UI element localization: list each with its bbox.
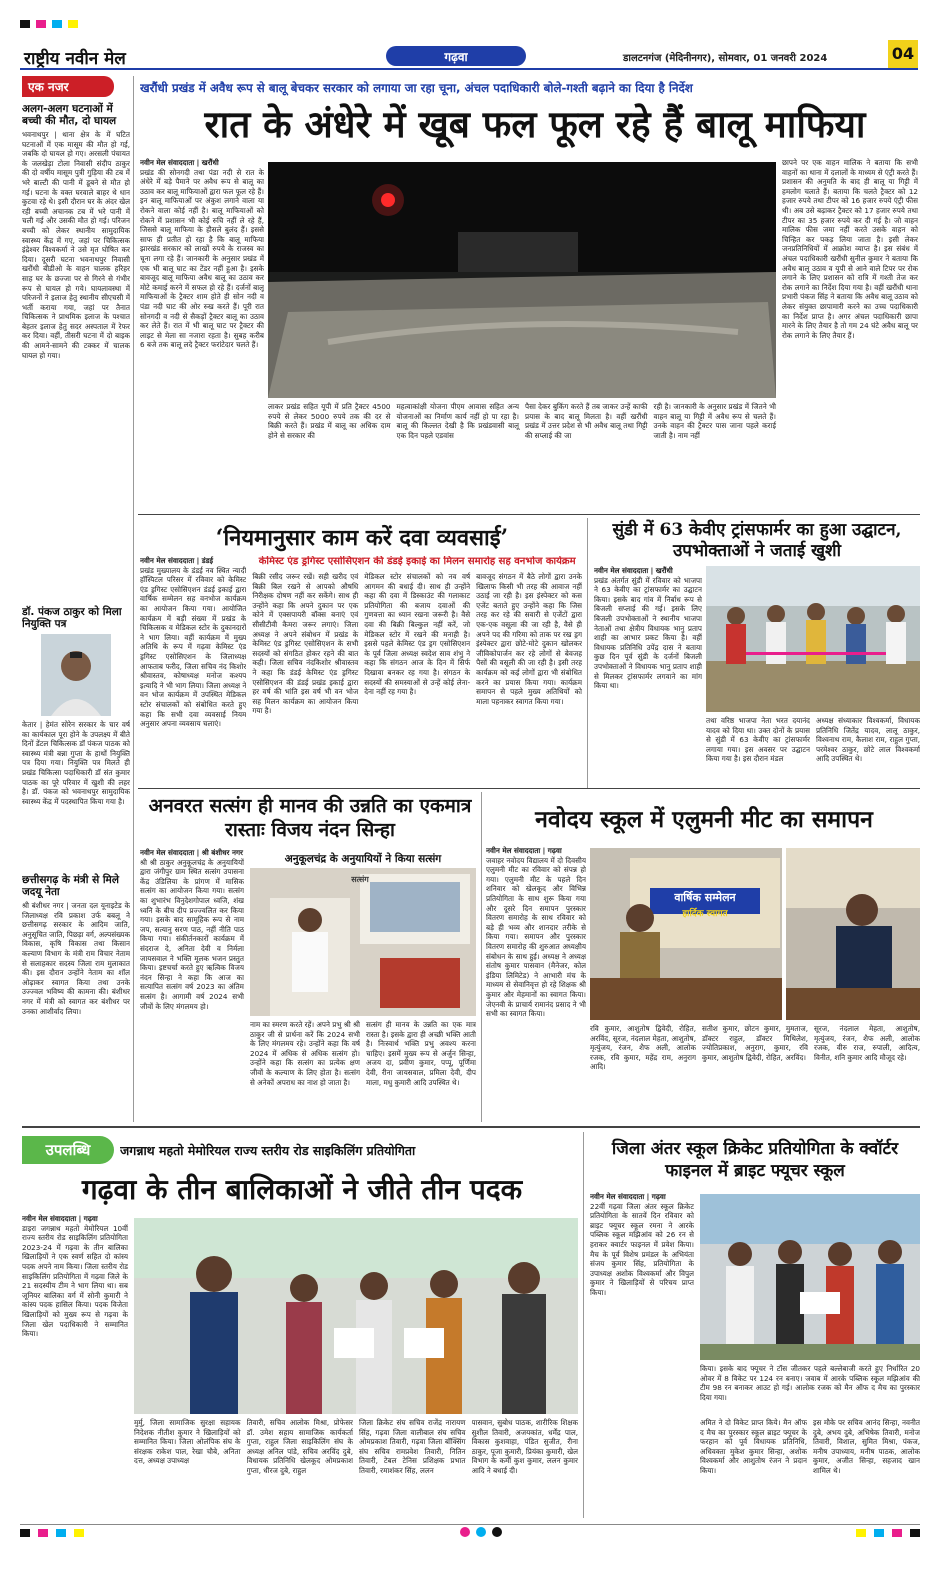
transformer-headline: सुंडी में 63 केवीए ट्रांसफार्मर का हुआ उद्घाटन, उपभोक्ताओं ने जताई खुशी [612,520,902,561]
navodaya-caption3: सूरज, नंदलाल मेहता, आशुतोष, मृत्युंजय, रंजन, शैफ अली, आलोक रजक, वीरु राज, रुपाली, आदित्य, विनीत, शनि कुमार आदि मौजूद रहे। [814,1024,920,1062]
lead-col5: रही है। जानकारी के अनुसार प्रखंड में जितने भी वाहन बालू या गिट्टी में अवैध रूप से चलते हैं। उनके वाहन की ट्रैक्टर पास जाना पहले कराई जाती है। नाम नहीं [653,402,776,440]
masthead-bar [20,44,918,70]
navodaya-col1-wrap [486,846,586,1118]
cricket-col1: 22वीं गढ़वा जिला अंतर स्कूल क्रिकेट प्रतियोगिता के सातवें दिन रविवार को ब्राइट फ्यूचर स्कूल रमना ने आरके पब्लिक स्कूल मझिआंव को 26 रन से हराकर क्वार्टर फाइनल में प्रवेश किया। मैच के पूर्व विशेष प्रमंडल के अभियंता संजय कुमार सिंह, प्रतियोगिता के उपाध्यक्ष अशोक विश्वकर्मा और विपुल कुमार ने खिलाड़ियों से परिचय प्राप्त किया। [590,1201,694,1297]
dawa-byline: नवीन मेल संवाददाता | डंडई [140,556,214,565]
cycling-caption3: जिला क्रिकेट संघ सचिव राजेंद्र नारायण सिंह, गढ़वा जिला वालीबाल संघ सचिव ओमप्रकाश तिवारी, गढ़वा जिला बॉक्सिंग संघ सचिव रामप्रवेश तिवारी, नितिन तिवारी, टेबल टेनिस प्रशिक्षक प्रभात तिवारी, रमाशंकर सिंह, ललन [359,1418,466,1475]
cricket-captions [700,1418,920,1516]
satsang-photo [250,868,476,1016]
cycling-kicker: जगन्नाथ महतो मेमोरियल राज्य स्तरीय रोड साइकिलिंग प्रतियोगिता [120,1143,416,1158]
sidebar-tag: एक नजर [22,76,114,97]
page-number: 04 [888,40,918,68]
cycling-col1-wrap [22,1214,128,1516]
navodaya-captions [590,1024,920,1118]
lead-headline: रात के अंधेरे में खूब फल फूल रहे हैं बालू माफिया [204,102,866,146]
transformer-col1: प्रखंड अंतर्गत सुंडी में रविवार को भाजपा ने 63 केवीए का ट्रांसफार्मर का उद्घाटन किया। इसके बाद गांव में निर्बाध रूप से बिजली सप्लाई की गई। इसके लिए बिजली उपभोक्ताओं ने स्थानीय भाजपा नेताओं तथा क्षेत्रीय विधायक भानु प्रताप शाही का आभार प्रकट किया है। वहीं विधायक प्रतिनिधि उपेंद्र दास ने बताया कुछ दिन पूर्व सुंडी के दर्जनों बिजली उपभोक्ताओं ने विधायक भानु प्रताप शाही से मिलकर ट्रांसफार्मर लगवाने का मांग किया था। [594,575,702,691]
cycling-caption2: तिवारी, सचिव आलोक मिश्रा, प्रोफेसर डॉ. उमेश सहाय सामाजिक कार्यकर्ता गुप्ता, राहुल जिला साइकिलिंग संघ के अध्यक्ष अनिल पांडे, सचिव अरविंद दुबे, विधायक प्रतिनिधि खेलकूद ओमप्रकाश गुप्ता, धीरज दुबे, राहुल [246,1418,353,1475]
cycling-col1: डाइरा जगन्नाथ महतो मेमोरियल 10वीं राज्य स्तरीय रोड साइकिलिंग प्रतियोगिता 2023-24 में गढ़वा के तीन बालिका खिलाड़ियों ने एक स्वर्ण सहित दो कांस्य पदक अपने नाम किया। जिला स्तरीय रोड साइकिलिंग प्रतियोगिता में गढ़वा जिले के 21 सदस्यीय टीम ने भाग लिया था। सब जूनियर बालिका वर्ग में सोनी कुमारी ने कांस्य पदक हासिल किया। पदक विजेता खिलाड़ियों को मुख्य रूप से गढ़वा के जिला खेल पदाधिकारी ने सम्मानित किया। [22,1223,128,1339]
satsang-byline: नवीन मेल संवाददाता | श्री बंशीधर नगर [140,848,243,857]
sidebar-portrait-photo [41,634,111,716]
satsang-divider [481,792,482,1122]
cycling-divider [583,1132,584,1518]
lead-col3: महत्वाकांक्षी योजना पीएम आवास सहित अन्य योजनाओं का निर्माण कार्य नहीं हो पा रहा है। बालू की किल्लत देखी है कि प्रखंडवासी बालू एक दिन पहले एडवांस [396,402,519,440]
satsang-col2: नाम का स्मरण करते रहें। अपने प्रभु श्री श्री ठाकुर जी से प्रार्थना करें कि 2024 सभी के लिए मंगलमय रहे। उन्होंने कहा कि वर्ष 2024 में अधिक से अधिक सत्संग हो। उन्होंने कहा कि सत्संग का प्रत्येक क्षण जीवों के कल्याण के लिए होता है। सत्संग से अनेकों अपराध का नाश हो जाता है। [250,1020,360,1087]
navodaya-headline: नवोदय स्कूल में एलुमनी मीट का समापन [535,806,873,833]
color-registration-bottom [20,1524,920,1536]
lead-col4: पैसा देकर बुकिंग करते हैं तब जाकर उन्हें काफी प्रयास के बाद बालू मिलता है। वहीं खरौंधी प्रखंड में उत्तर प्रदेश से भी अवैध बालू तथा गिट्टी की सप्लाई की जा [525,402,648,440]
cycling-byline: नवीन मेल संवाददाता | गढ़वा [22,1214,98,1223]
cricket-caption2: इस मौके पर सचिव आनंद सिन्हा, नवनीत दुबे, अभय दुबे, अभिषेक तिवारी, मनोज तिवारी, विशाल, सुमित मिश्रा, पंकज, मनीष उपाध्याय, मनीष पाठक, आलोक कुमार, अजीत सिन्हा, सहजाद खान शामिल थे। [813,1418,920,1475]
satsang-photo-banner: सत्संग [351,875,369,884]
navodaya-caption2: सतीश कुमार, छोटन कुमार, मुमताज, डॉक्टर राहुल, डॉक्टर मिथिलेश, ज्योतिप्रकाश, अनुराग, कुमार, रवि कुमार, आशुतोष द्विवेदी, रोहित, अरविंद। [702,1024,808,1062]
transformer-captions [706,716,920,782]
satsang-lower-cols [250,1020,476,1118]
lead-kicker: खरौंधी प्रखंड में अवैध रूप से बालू बेचकर सरकार को लगाया जा रहा चूना, अंचल पदाधिकारी बोले-गश्ती बढ़ाने का दिया है निर्देश [140,81,693,95]
transformer-byline: नवीन मेल संवाददाता | खरौंधी [594,566,673,575]
sidebar-story3-headline: छत्तीसगढ़ के मंत्री से मिले जदयू नेता [22,874,119,898]
dawa-headline: ‘नियमानुसार काम करें दवा व्यवसाई’ [215,525,509,551]
lead-col1-wrap [140,158,264,510]
cycling-tag [22,1136,114,1164]
paper-name: राष्ट्रीय नवीन मेल [24,49,126,69]
cycling-photo-medal-winners [134,1218,578,1414]
navodaya-caption1: रवि कुमार, आशुतोष द्विवेदी, रोहित, अरविंद, सूरज, नंदलाल मेहता, आशुतोष, मृत्युंजय, रंजन, शैफ अली, आलोक रजक, रवि कुमार, महेंद्र राम, अनुराग आदि। [590,1024,696,1072]
sidebar-story2-body: केतार | हेमंत सोरेन सरकार के चार वर्ष का कार्यकाल पूरा होने के उपलक्ष्य में बीते दिनों डेंटल चिकित्सक डॉ पंकज पाठक को स्वास्थ्य मंत्री बन्ना गुप्ता के हाथों नियुक्ति पत्र दिया गया। नियुक्ति पत्र मिलते ही प्रखंड चिकित्सा पदाधिकारी डॉ संत कुमार पाठक का पूरे परिवार में खुशी की लहर है। डॉ. पंकज को भवनाथपुर सामुदायिक स्वास्थ्य केंद्र में पदस्थापित किया गया है। [22,720,130,806]
navodaya-byline: नवीन मेल संवाददाता | गढ़वा [486,846,562,855]
cricket-caption1: अमित ने दो विकेट प्राप्त किये। मैन ऑफ द मैच का पुरस्कार स्कूल ब्राइट फ्यूचर के फरहान को पूर्व विधायक प्रतिनिधि, अधिवक्ता मुकेश कुमार सिन्हा, अशोक विश्वकर्मा और आशुतोष रंजन ने प्रदान किया। [700,1418,807,1475]
satsang-col1-wrap [140,848,244,1118]
lead-byline: नवीन मेल संवाददाता | खरौंधी [140,158,219,167]
dawa-col3: मेडिकल स्टोर संचालकों को नव वर्ष आगमन की बधाई दी। साथ ही उन्होंने कहा की दवा में डिस्काउंट की गलाकाट प्रतियोगिता की बजाय दवाओं की गुणवत्ता का ध्यान रखना जरूरी है। वैसे दवा की बिक्री बिल्कुल नहीं करें, जो मेडिकल स्टोर में रखने की मनाही है। इससे पहले केमिस्ट एंड ड्रग एसोसिएशन के पूर्व जिला अध्यक्ष स्वदेश साव शंभु ने कहा कि संगठन आज के दिन में सिर्फ दिखावा बनकर रह गया है। संगठन के सदस्यों की समस्याओं से उन्हें कोई लेना-देना नहीं रह गया है। [364,572,471,697]
sidebar-story1-headline: अलग-अलग घटनाओं में बच्ची की मौत, दो घायल [22,103,117,127]
lead-col1: प्रखंड की सोनगदी तथा पंडा नदी से रात के अंधेरे में बड़े पैमाने पर अवैध रूप से बालू का उठाव कर बालू माफियाओं द्वारा फल फूल रहे हैं। इन बालू माफियाओं पर अंकुश लगाने वाला या रोकने वाला कोई नहीं है। बालू माफियाओं को रोकने में प्रशासन भी कोई रुचि नहीं ले रहे हैं, जिससे बालू माफिया के हौसले बुलंद हैं। इससे साफ ही प्रतीत हो रहा है कि बालू माफिया झारखंड सरकार को लाखों रुपये के राजस्व का चूना लगा रहे हैं। जानकारी के अनुसार प्रखंड में एक भी बालू घाट का टेंडर नहीं हुआ है। इसके बावजूद बालू माफिया अवैध बालू का उठाव कर मोटे कमाई करने में सफल हो रहे हैं। दर्जनों बालू माफियाओं के ट्रैक्टर शाम होते ही सोन नदी व पंडा नदी घाट की ओर रुख करते हैं। पूरी रात सोनगदी व नदी से सैकड़ों ट्रैक्टर बालू का उठाव कर लेते हैं। रात में भी बालू घाट पर ट्रैक्टर की लाइट से मेला सा नजारा रहता है। सुबह करीब 6 बजे तक बालू लदे ट्रैक्टर फरांटेदार चलते हैं। [140,167,264,350]
dawa-col1: प्रखंड मुख्यालय के डंडई नव स्थित न्यादी हॉस्पिटल परिसर में रविवार को केमिस्ट एंड ड्रगिस्ट एसोसिएशन डंडई इकाई द्वारा वार्षिक सम्मेलन सह वनभोज कार्यक्रम का आयोजन किया गया। आयोजित कार्यक्रम में बड़ी संख्या में प्रखंड के चिकित्सक व मेडिकल स्टोर के दुकानदारों ने भाग लिया। वहीं कार्यक्रम में मुख्य अतिथि के रूप में गढ़वा केमिस्ट एंड ड्रगिस्ट एसोसिएशन के जिलाध्यक्ष आफताब फरीद, जिला सचिव नंद किशोर श्रीवास्तव, कोषाध्यक्ष मनोज कश्यप इत्यादि ने भी भाग लिया। जिला अध्यक्ष ने वन भोज कार्यक्रम में उपस्थित मेडिकल स्टोर संचालकों को संबोधित करते हुए कहा कि सभी दवा व्यवसाई नियम अनुसार अपना व्यवसाय चलाएं। [140,565,247,729]
sidebar-story1-body: भवनाथपुर | थाना क्षेत्र के में घटित घटनाओं में एक मासूम की मौत हो गई, जबकि दो घायल हो गए। अरसली पंचायत के जलखेड़ा टोला निवासी संदीप ठाकुर की दो वर्षीय मासूम पुत्री गुड़िया की टब में भरे बाल्टी की पानी में डूबने से मौत हो गई। घटना के वक्त घरवाले बाहर थे धान कुटवा रहे थे। इसी दौरान घर के अंदर खेल रही बच्ची अचानक टब में भरे पानी में चली गई और उसकी मौत हो गई। परिजन बच्ची को लेकर स्थानीय सामुदायिक स्वास्थ्य केंद्र में गए, जहां पर चिकित्सक इंद्रेश्वर विश्वकर्मा ने उसे मृत घोषित कर दिया। दूसरी घटना भवनाथपुर निवासी खरौंधी बीडीओ के वाहन चालक हरिहर साह घर के छज्जा पर से गिरने से गंभीर रूप से घायल हो गये। घायलावस्था में परिजनों ने इलाज हेतु स्थानीय सीएचसी में भर्ती कराया गया, जहां पर तैनात चिकित्सक ने प्राथमिक इलाज के पश्चात बेहतर इलाज हेतु सदर अस्पताल में रेफर कर दिया। वहीं, तीसरी घटना में दो बाइक की आमने-सामने की टक्कर में चालक घायल हो गया। [22,130,130,360]
cricket-col2: किया। इसके बाद फ्यूचर ने टॉस जीतकर पहले बल्लेबाजी करते हुए निर्धारित 20 ओवर में 8 विकेट पर 124 रन बनाए। जवाब में आरके पब्लिक स्कूल मझिआंव की टीम 98 रन बनाकर आउट हो गई। आलोक रजक को मैन ऑफ द मैच का पुरस्कार दिया गया। [700,1364,920,1402]
satsang-col1: श्री श्री ठाकुर अनुकूलचंद्र के अनुयायियों द्वारा जंगीपुर ग्राम स्थित सत्संग उपासना केंद्र उंडिलिया के प्रांगण में मासिक सत्संग का आयोजन किया गया। सत्संग का शुभारंभ विनुदेशगोपाल ध्वजि, शंख ध्वनि के बीच दीप प्रज्ज्वलित कर किया गया। इसके बाद सामूहिक रूप से नाम जप, सत्यानु सरण पाठ, नहीं नीति पाठ किया गया। संकीर्तनकारों कार्यक्रम में संदराज दे, अनिता देवी व निर्मला जायसवाल ने भक्ति मूलक भजन प्रस्तुत किया। इष्टचर्चा करते हुए ऋत्विक विजय नंदन सिन्हा ने कहा कि आज का सत्यापित सत्संग वर्ष 2023 का अंतिम सत्संग है। आगामी वर्ष 2024 सभी जीवों के लिए मंगलमय हो। [140,857,244,1011]
cycling-caption1: मुर्मु, जिला सामाजिक सुरक्षा सहायक निदेशक नीतीश कुमार ने खिलाड़ियों को सम्मानित किया। जिला ओलंपिक संघ के संरक्षक राकेश पाल, रेखा चौबे, अनिता दत्त, अध्यक्ष उपाध्यक्ष [134,1418,241,1466]
satsang-photo-title: अनुकूलचंद्र के अनुयायियों ने किया सत्संग [284,853,442,865]
cycling-tag-label: उपलब्धि [45,1141,91,1159]
lead-col2: लाकर प्रखंड सहित यूपी में प्रति ट्रैक्टर 4500 रुपये से लेकर 5000 रुपये तक की दर से बिक्री करते हैं। प्रखंड में बालू का अधिक दाम होने से सरकार की [268,402,391,440]
satsang-headline: अनवरत सत्संग ही मानव की उन्नति का एकमात्र रास्ताः विजय नंदन सिन्हा [148,795,472,841]
dateline: डालटनगंज (मेदिनीनगर), सोमवार, 01 जनवरी 2024 [623,53,828,64]
lead-photo-night-sand-truck [268,162,776,398]
dawa-right-wrap [252,556,582,782]
navodaya-photo-right [786,848,920,1020]
section-pill [386,46,526,66]
lead-bottom-rule [138,514,920,515]
cycling-headline: गढ़वा के तीन बालिकाओं ने जीते तीन पदक [81,1173,523,1206]
transformer-caption1: तथा वरिष्ठ भाजपा नेता भरत दयानंद यादव को दिया था। उक्त दोनों के प्रयास से सुंडी में 63 केवीए का ट्रांसफार्मर लगाया गया। इस अवसर पर उद्घाटन किया गया है। इस दौरान मंडल [706,716,810,764]
cricket-col1-wrap [590,1192,694,1516]
cricket-photo-award [700,1194,920,1360]
satsang-col3: सत्संग ही मानव के उन्नति का एक मात्र रास्ता है। इसके द्वारा ही अच्छी भक्ति आती है। निःस्वार्थ भक्ति प्रभु अवश्य करना चाहिए। इसमें मुख्य रूप से अर्जुन सिन्हा, अजय दा, प्रवीण कुमार, पप्पू, पूर्णिमा देवी, रीना जायसवाल, प्रमिला देवी, दीप माला, मधु कुमारी आदि उपस्थित थे। [366,1020,476,1087]
transformer-photo-ribbon-cutting [706,566,920,712]
dawa-col2: बिक्री रसीद जरूर रखें। सही खरीद एवं बिक्री बिल रखने से आपको औषधि निरीक्षक दोषण नहीं कर सकेंगे। साथ ही उन्होंने कहा कि अपने दुकान पर एक कोने में एक्सपायरी बॉक्स बनाएं एवं सीसीटीवी कैमरा जरूर लगाएं। जिला अध्यक्ष ने अपने संबोधन में प्रखंड के केमिस्ट एंड ड्रगिस्ट एसोसिएशन के सभी सदस्यों को संगठित होकर रहने की बात कही। जिला सचिव नंदकिशोर श्रीवास्तव ने कहा कि डंडई केमिस्ट एंड ड्रगिस्ट एसोसिएशन की डंडई प्रखंड इकाई द्वारा हर वर्ष की भांति इस वर्ष भी वन भोज सह मिलन कार्यक्रम का आयोजन किया गया है। [252,572,359,716]
sidebar-divider [133,76,134,1122]
transformer-col1-wrap [594,566,702,782]
mid-rule [138,788,920,789]
navodaya-col1: जवाहर नवोदय विद्यालय में दो दिवसीय एलुमनी मीट का रविवार को संपन्न हो गया। एलुमनी मीट के पहले दिन शनिवार को खेलकूद और विभिन्न प्रतियोगिता के साथ शुरू किया गया और दूसरे दिन समापन पुरस्कार वितरण समारोह के साथ रविवार को बड़े ही भव्य और शानदार तरीके से किया गया। समापन और पुरस्कार वितरण समारोह की शुरुआत अध्यक्षीय संबोधन के साथ हुई। अध्यक्ष ने अध्यक्ष संतोष कुमार पासवान (मैनेजर, कोल इंडिया लिमिटेड) ने आभारी मंच के माध्यम से सेवानिवृत्त हो रहे शिक्षक श्री कुमार और मेहमानों का स्वागत किया। जेएनवी के प्राचार्य रामानंद प्रसाद ने भी सभी का स्वागत किया। [486,855,586,1019]
sidebar [22,76,130,1122]
cycling-caption4: पासवान, सुबोध पाठक, शारीरिक शिक्षक सुशील तिवारी, अजयकांत, धर्मेंद्र पाल, विकास कुशवाहा, पंडित सुजीत, रीना ठाकुर, पूजा कुमारी, प्रियंका कुमारी, खेल विभाग के कर्मी कुश कुमार, ललन कुमार आदि ने बधाई दी। [471,1418,578,1475]
sidebar-story3-body: श्री बंशीधर नगर | जनता दल यूनाइटेड के जिलाध्यक्ष रवि प्रकाश उर्फ बबलू ने छत्तीसगढ़ सरकार के आदिम जाति, अनुसूचित जाति, पिछड़ा वर्ग, अल्पसंख्यक विकास, कृषि विकास तथा किसान कल्याण विभाग के मंत्री राम विचार नेताम से सलाहकार सदस्य जिला राम मुलाकात की। इस दौरान उन्होंने नेताम का शॉल ओढ़ाकर स्वागत किया तथा उनके उज्ज्वल भविष्य की कामना की। बंशीधर नगर में मंत्री को स्वागत कर बंशीधर पर उनका आशीर्वाद लिया। [22,901,130,1016]
sidebar-story2-headline: डॉ. पंकज ठाकुर को मिला नियुक्ति पत्र [22,606,122,630]
cricket-byline: नवीन मेल संवाददाता | गढ़वा [590,1192,666,1201]
navodaya-banner-text: वार्षिक सम्मेलन [674,891,736,904]
cricket-headline: जिला अंतर स्कूल क्रिकेट प्रतियोगिता के क्वॉर्टर फाइनल में ब्राइट फ्यूचर स्कूल [611,1139,899,1181]
transformer-caption2: अध्यक्ष संध्याकार विश्वकर्मा, विधायक प्रतिनिधि जितेंद्र यादव, लालू ठाकुर, विश्वनाथ राम, कैलाश राम, राहुल गुप्ता, परमेश्वर ठाकुर, छोटे लाल विश्वकर्मा आदि उपस्थित थे। [816,716,920,764]
dawa-subcols [252,572,582,716]
navodaya-banner-text2: हार्दिक स्वागत [682,909,728,919]
color-registration-top [20,20,620,28]
dawa-subhead: केमिस्ट एंड ड्रगिस्ट एसोसिएशन की डंडई इकाई का मिलन समारोह सह वनभोज कार्यक्रम [258,556,576,567]
section-name: गढ़वा [444,50,468,64]
lower-rule [22,1126,920,1128]
lead-col6: छापने पर एक वाहन मालिक ने बताया कि सभी वाहनों का थाना में दलालों के माध्यम से एंट्री करते हैं। प्रशासन की अनुमति के बाद ही बालू या गिट्टी में हमलोग चलाते हैं। बताया कि चलते ट्रैक्टर को 12 हजार रुपये तथा टीपर को 16 हजार रुपये एंट्री फीस थी। अब उसे बढ़ाकर ट्रैक्टर को 17 हजार रुपये तथा टीपर का 35 हजार रुपये कर दी गई है। जो वाहन मालिक फीस जमा नहीं करते उसके वाहन को चिन्हित कर पकड़ लिया जाता है। इसी लेकर जनप्रतिनिधियों में आक्रोश व्याप्त है। इस संबंध में अंचल पदाधिकारी खरौंधी सुनील कुमार ने बताया कि अवैध बालू उठाव व यूपी से आने वाले टिपर पर रोक लगाने के लिए प्रशासन को रात्रि में गश्ती तेज कर रोक लगाने का निर्देश दिया गया है। वहीं खरौंधी थाना प्रभारी पंकज सिंह ने बताया कि अवैध बालू उठाव को लेकर संयुक्त छापामारी करने का उच्च पदाधिकारी का निर्देश प्राप्त है। अगर अंचल पदाधिकारी छापा मारने के लिए तैयार है तो गम 24 घंटे अवैध बालू पर रोक लगाने के लिए तैयार हैं। [782,158,918,340]
navodaya-photo-left [590,848,782,1020]
dawa-col1-wrap [140,556,246,782]
dawa-col4: बावजूद संगठन में बैठे लोगों द्वारा उनके खिलाफ किसी भी तरह की आवाज नहीं उठाई जा रही है। इस इंस्पेक्टर को कस एजेंट बताते हुए उन्होंने कहा कि जिस तरह कर रहे की सवारी से एजेंटों द्वारा एक-एक वसूला की जा रही है, वैसे ही अपने पद की गरिमा को ताक पर रख ड्रग इंस्पेक्टर द्वारा छोटे-मोटे दुकान खोलकर जीविकोपार्जन कर रहे लोगों से बेवजह पैसों की वसूली की जा रही है। इसी तरह कार्यक्रम को कई लोगों द्वारा भी संबोधित करने का प्रयास किया गया। कार्यक्रम समापन से पहले मुख्य अतिथियों को माला पहनाकर स्वागत किया गया। [476,572,582,706]
dawa-columns [140,556,582,782]
cycling-captions [134,1418,578,1516]
lead-lower-cols [268,402,776,510]
dawa-divider [587,518,588,788]
